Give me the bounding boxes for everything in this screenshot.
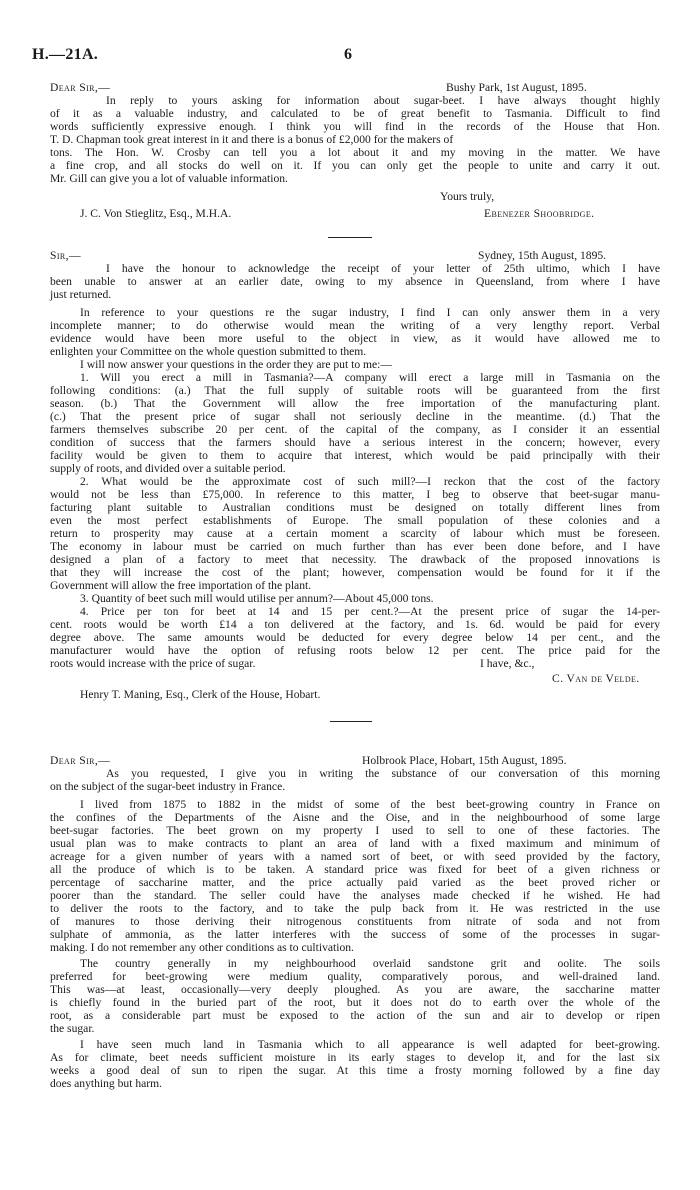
body-line: farmers themselves subscribe 20 per cent. of the capital of the company, as I consider it an essential	[50, 423, 660, 436]
body-line: season. (b.) That the Government will allow the free importation of the manufacturing plant.	[50, 397, 660, 410]
body-line: This was—at least, occasionally—very deeply ploughed. As you are aware, the saccharine matter	[50, 983, 660, 996]
body-line: evidence would have been more useful to the object in view, as it would have allowed me to	[50, 332, 660, 345]
body-line: cent. roots would be worth £14 a ton delivered at the factory, and 1s. 6d. would be paid for every	[50, 618, 660, 631]
body-line: been unable to answer at an earlier date, owing to my absence in Queensland, from where I have	[50, 275, 660, 288]
body-line: I lived from 1875 to 1882 in the midst of some of the best beet-growing country in France on	[80, 798, 660, 811]
letter1-signature: Ebenezer Shoobridge.	[484, 207, 595, 220]
page-number: 6	[344, 46, 352, 63]
body-line: a fine crop, and all stocks do well on it. If you can only get the people to unite and carry it out.	[50, 159, 660, 172]
body-line: As you requested, I give you in writing the substance of our conversation of this morning	[106, 767, 660, 780]
body-line: all the produce of which is to be taken. A standard price was fixed for beet of a given richness or	[50, 863, 660, 876]
body-line: percentage of saccharine matter, and the price actually paid varied as the beet proved richer or	[50, 876, 660, 889]
letter1-place-date: Bushy Park, 1st August, 1895.	[446, 81, 587, 94]
body-line: would not be less than £75,000. In reference to this matter, I beg to observe that beet-sugar manu-	[50, 488, 660, 501]
body-line: 3. Quantity of beet such mill would utilise per annum?—About 45,000 tons.	[80, 592, 434, 605]
body-line: facturing plant suitable to Australian conditions must be designed on totally different lines from	[50, 501, 660, 514]
body-line: enlighten your Committee on the whole question submitted to them.	[50, 345, 367, 358]
body-line: the sugar.	[50, 1022, 95, 1035]
body-line: 2. What would be the approximate cost of such mill?—I reckon that the cost of the factory	[80, 475, 660, 488]
body-line: incomplete manner; to do otherwise would mean the writing of a very lengthy report. Verbal	[50, 319, 660, 332]
body-line: beet-sugar factories. The beet grown on my property I used to sell to one of these factories. The	[50, 824, 660, 837]
body-line: of it as a valuable industry, and calculated to be of great benefit to Tasmania. Difficult to find	[50, 107, 660, 120]
body-line: condition of success that the farmers should have a serious interest in the concern; however, every	[50, 436, 660, 449]
body-line: (c.) That the present price of sugar shall not seriously decline in the meantime. (d.) That the	[50, 410, 660, 423]
body-line: root, as a considerable part must be exposed to the action of the sun and air to develop or ripen	[50, 1009, 660, 1022]
body-line: I will now answer your questions in the order they are put to me:—	[80, 358, 392, 371]
body-line: sulphate of ammonia, as the latter interferes with the success of some of the processes in sugar-	[50, 928, 660, 941]
body-line: roots would increase with the price of sugar.	[50, 657, 256, 670]
body-line: poorer than the standard. The seller could have the analyses made checked if he wished. He had	[50, 889, 660, 902]
body-line: In reply to yours asking for information about sugar-beet. I have always thought highly	[106, 94, 660, 107]
report-reference: H.—21A.	[32, 46, 99, 63]
letter1-addressee: J. C. Von Stieglitz, Esq., M.H.A.	[80, 207, 232, 220]
body-line: usual plan was to make contracts to plant an area of land with a fixed maximum and minimum of	[50, 837, 660, 850]
body-line: 4. Price per ton for beet at 14 and 15 per cent.?—At the present price of sugar the 14-per-	[80, 605, 660, 618]
body-line: As for climate, beet needs sufficient moisture in its early stages to develop it, and for the last six	[50, 1051, 660, 1064]
letter3-place-date: Holbrook Place, Hobart, 15th August, 1895.	[362, 754, 567, 767]
body-line: just returned.	[50, 288, 112, 301]
body-line: The economy in labour must be carried on much further than has ever been done before, and I have	[50, 540, 660, 553]
letter3-salutation: Dear Sir,—	[50, 754, 111, 767]
body-line: that they will increase the cost of the plant; however, compensation would be found for it if the	[50, 566, 660, 579]
letter1-salutation: Dear Sir,—	[50, 81, 111, 94]
body-line: supply of roots, and divided over a suitable period.	[50, 462, 286, 475]
body-line: words sufficiently expressive enough. I think you will find in the records of the House that Hon.	[50, 120, 660, 133]
body-line: facility would be given to them to acquire that interest, which would be paid principally with their	[50, 449, 660, 462]
body-line: even the most perfect establishments of Europe. The small population of these colonies and a	[50, 514, 660, 527]
section-divider	[330, 721, 372, 722]
body-line: I have seen much land in Tasmania which to all appearance is well adapted for beet-growing.	[80, 1038, 660, 1051]
body-line: I have the honour to acknowledge the receipt of your letter of 25th ultimo, which I have	[106, 262, 660, 275]
body-line: the confines of the Departments of the Aisne and the Oise, and in the neighbourhood of some large	[50, 811, 660, 824]
body-line: of manures to those deriving their nitrogenous constituents from nitrate of soda and not from	[50, 915, 660, 928]
body-line: following conditions: (a.) That the full supply of suitable roots will be guaranteed from the first	[50, 384, 660, 397]
body-line: 1. Will you erect a mill in Tasmania?—A company will erect a large mill in Tasmania on the	[80, 371, 660, 384]
body-line: In reference to your questions re the sugar industry, I find I can only answer them in a very	[80, 306, 660, 319]
body-line: is chiefly found in the buried part of the root, but it does not do to earth over the whole of the	[50, 996, 660, 1009]
body-line: weeks a good deal of sun to ripen the sugar. At this time a frosty morning followed by a fine day	[50, 1064, 660, 1077]
body-line: tons. The Hon. W. Crosby can tell you a lot about it and my moving in the matter. We have	[50, 146, 660, 159]
body-line: on the subject of the sugar-beet industry in France.	[50, 780, 286, 793]
body-line: Government will allow the free importation of the plant.	[50, 579, 312, 592]
letter1-closing: Yours truly,	[440, 190, 495, 203]
body-line: acreage for a given number of years with a named sort of beet, or with seed provided by the factory,	[50, 850, 660, 863]
body-line: degree above. The same amounts would be deducted for every degree below 14 per cent., and the	[50, 631, 660, 644]
body-line: T. D. Chapman took great interest in it and there is a bonus of £2,000 for the makers of	[50, 133, 454, 146]
letter2-place-date: Sydney, 15th August, 1895.	[478, 249, 607, 262]
body-line: return to prosperity may cause at a certain moment a scarcity of labour which must be foreseen.	[50, 527, 660, 540]
body-line: Mr. Gill can give you a lot of valuable information.	[50, 172, 288, 185]
body-line: to deliver the roots to the factory, and to take the pulp back from it. He was restricted in the use	[50, 902, 660, 915]
body-line: The country generally in my neighbourhood overlaid sandstone grit and oolite. The soils	[80, 957, 660, 970]
section-divider	[328, 237, 372, 238]
letter2-closing: I have, &c.,	[480, 657, 535, 670]
letter2-addressee: Henry T. Maning, Esq., Clerk of the House, Hobart.	[80, 688, 321, 701]
letter2-salutation: Sir,—	[50, 249, 81, 262]
body-line: preferred for beet-growing were medium quality, comparatively porous, and well-drained land.	[50, 970, 660, 983]
body-line: designed a plan of a factory to meet that necessity. The drawback of the proposed innovations is	[50, 553, 660, 566]
body-line: manufacturer would have the option of refusing roots below 12 per cent. The price paid for the	[50, 644, 660, 657]
body-line: does anything but harm.	[50, 1077, 163, 1090]
body-line: making. I do not remember any other conditions as to cultivation.	[50, 941, 354, 954]
letter2-signature: C. Van de Velde.	[552, 672, 640, 685]
